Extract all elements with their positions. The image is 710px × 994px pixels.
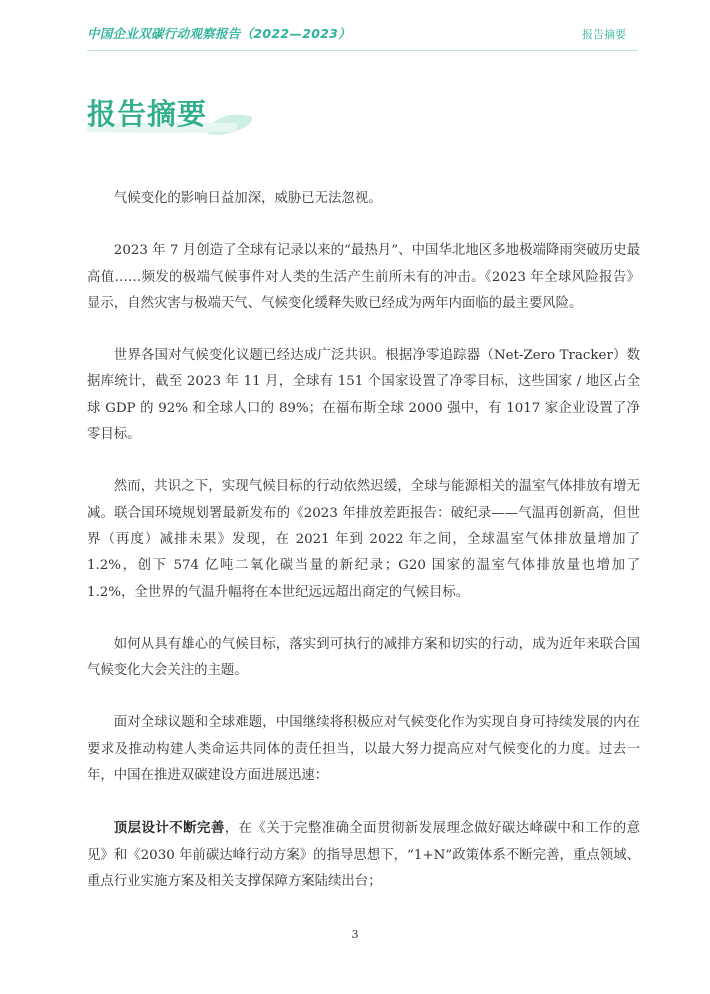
page-header <box>0 0 710 50</box>
summary-body <box>87 186 640 921</box>
section-heading <box>87 92 262 144</box>
header-divider <box>87 50 638 51</box>
section-label: 报告摘要 <box>582 28 626 41</box>
paragraph: 如何从具有雄心的气候目标，落实到可执行的减排方案和切实的行动，成为近年来联合国气候变化大会关注的主题。 <box>87 636 640 679</box>
paragraph-lead: 顶层设计不断完善 <box>113 820 225 837</box>
paragraph: 气候变化的影响日益加深，威胁已无法忽视。 <box>113 191 382 206</box>
page-number: 3 <box>351 928 359 941</box>
paragraph: 面对全球议题和全球难题，中国继续将积极应对气候变化作为实现自身可持续发展的内在要求及推动构建人类命运共同体的责任担当，以最大努力提高应对气候变化的力度。过去一年，中国在推进双碳建设方面进展迅速： <box>87 715 640 784</box>
section-title: 报告摘要 <box>87 97 208 131</box>
report-title: 中国企业双碳行动观察报告（2022—2023） <box>87 26 351 41</box>
paragraph <box>87 815 640 895</box>
paragraph: 2023 年 7 月创造了全球有记录以来的“最热月”、中国华北地区多地极端降雨突破历史最高值……频发的极端气候事件对人类的生活产生前所未有的冲击。《2023 年全球风险报告》显示，自然灾害与极端天气、气候变化缓释失败已经成为两年内面临的最主要风险。 <box>87 243 640 311</box>
paragraph-text: ，在《关于完整准确全面贯彻新发展理念做好碳达峰碳中和工作的意见》和《2030 年前碳达峰行动方案》的指导思想下，“1+N”政策体系不断完善，重点领域、重点行业实施方案及相关支撑保障方案陆续出台； <box>87 821 641 889</box>
paragraph: 世界各国对气候变化议题已经达成广泛共识。根据净零追踪器（Net-Zero Tracker）数据库统计，截至 2023 年 11 月，全球有 151 个国家设置了净零目标，这些国家 / 地区占全球 GDP 的 92% 和全球人口的 89%；在福布斯全球 2000 强中，有 1017 家企业设置了净零目标。 <box>87 348 640 443</box>
paragraph: 然而，共识之下，实现气候目标的行动依然迟缓，全球与能源相关的温室气体排放有增无减。联合国环境规划署最新发布的《2023 年排放差距报告：破纪录——气温再创新高，但世界（再度）减排未果》发现，在 2021 年到 2022 年之间，全球温室气体排放量增加了 1.2%，创下 574 亿吨二氧化碳当量的新纪录；G20 国家的温室气体排放量也增加了 1.2%，全世界的气温升幅将在本世纪远远超出商定的气候目标。 <box>87 479 640 600</box>
